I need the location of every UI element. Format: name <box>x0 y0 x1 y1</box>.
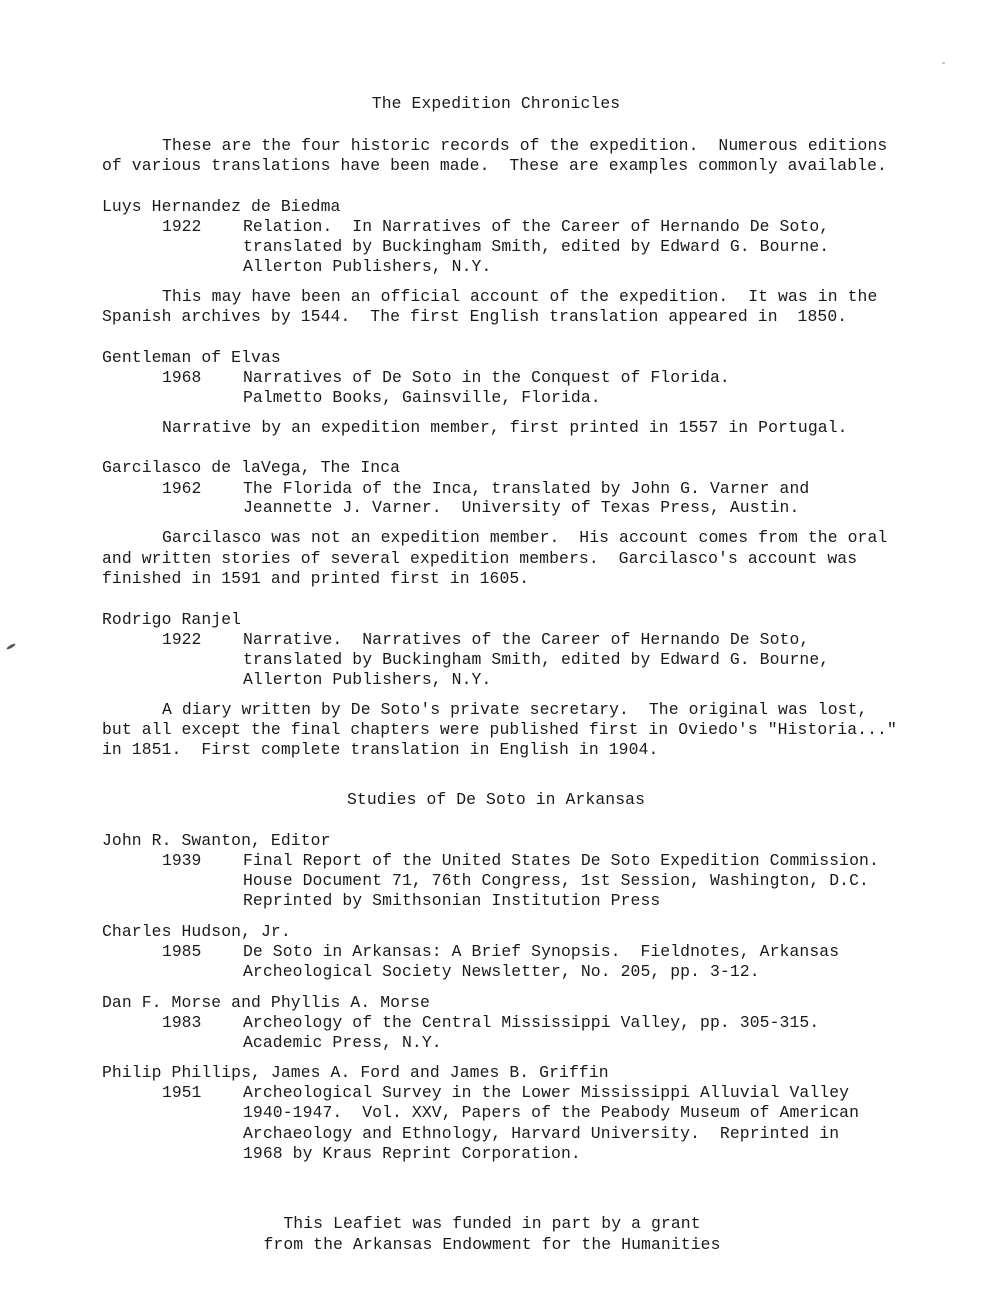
study-citation: Academic Press, N.Y. <box>243 1033 442 1052</box>
chronicle-citation: Relation. In Narratives of the Career of Hernando De Soto, <box>243 217 830 236</box>
studies-heading: Studies of De Soto in Arkansas <box>346 790 646 809</box>
chronicle-author: Luys Hernandez de Biedma <box>102 197 341 216</box>
study-author: Charles Hudson, Jr. <box>102 922 291 941</box>
study-citation: Final Report of the United States De Soto Expedition Commission. <box>243 851 879 870</box>
chronicle-citation: Palmetto Books, Gainsville, Florida. <box>243 388 601 407</box>
chronicle-year: 1968 <box>162 368 202 387</box>
intro-line-1: These are the four historic records of the expedition. Numerous editions <box>162 136 888 155</box>
chronicle-author: Garcilasco de laVega, The Inca <box>102 458 401 477</box>
chronicle-note: Garcilasco was not an expedition member. His account comes from the oral <box>162 528 888 547</box>
scan-speck <box>942 62 945 64</box>
chronicle-citation: Narrative. Narratives of the Career of Hernando De Soto, <box>243 630 810 649</box>
chronicle-note: This may have been an official account of the expedition. It was in the <box>162 287 878 306</box>
chronicle-note: but all except the final chapters were published first in Oviedo's "Historia..." <box>102 720 897 739</box>
chronicle-note: in 1851. First complete translation in English in 1904. <box>102 740 659 759</box>
study-citation: De Soto in Arkansas: A Brief Synopsis. Fieldnotes, Arkansas <box>243 942 840 961</box>
chronicle-citation: The Florida of the Inca, translated by John G. Varner and <box>243 479 810 498</box>
study-year: 1951 <box>162 1083 202 1102</box>
chronicle-year: 1922 <box>162 630 202 649</box>
study-author: Dan F. Morse and Phyllis A. Morse <box>102 993 430 1012</box>
chronicle-citation: translated by Buckingham Smith, edited by Edward G. Bourne, <box>243 650 830 669</box>
chronicle-note: Narrative by an expedition member, first printed in 1557 in Portugal. <box>162 418 848 437</box>
chronicle-author: Gentleman of Elvas <box>102 348 281 367</box>
study-citation: Archeological Society Newsletter, No. 205, pp. 3-12. <box>243 962 760 981</box>
chronicle-year: 1922 <box>162 217 202 236</box>
chronicle-note: A diary written by De Soto's private secretary. The original was lost, <box>162 700 868 719</box>
chronicle-year: 1962 <box>162 479 202 498</box>
study-year: 1985 <box>162 942 202 961</box>
study-citation: Archeological Survey in the Lower Mississippi Alluvial Valley <box>243 1083 850 1102</box>
study-author: John R. Swanton, Editor <box>102 831 331 850</box>
study-citation: House Document 71, 76th Congress, 1st Session, Washington, D.C. <box>243 871 869 890</box>
study-citation: 1968 by Kraus Reprint Corporation. <box>243 1144 581 1163</box>
chronicle-citation: Allerton Publishers, N.Y. <box>243 257 492 276</box>
study-author: Philip Phillips, James A. Ford and James B. Griffin <box>102 1063 609 1082</box>
intro-line-2: of various translations have been made. These are examples commonly available. <box>102 156 887 175</box>
page-title: The Expedition Chronicles <box>371 94 621 113</box>
chronicle-note: and written stories of several expedition members. Garcilasco's account was <box>102 549 858 568</box>
study-citation: 1940-1947. Vol. XXV, Papers of the Peabody Museum of American <box>243 1103 860 1122</box>
scan-speck <box>6 643 16 651</box>
chronicle-citation: translated by Buckingham Smith, edited by Edward G. Bourne. <box>243 237 830 256</box>
chronicle-author: Rodrigo Ranjel <box>102 610 242 629</box>
chronicle-citation: Narratives of De Soto in the Conquest of Florida. <box>243 368 730 387</box>
study-citation: Archeology of the Central Mississippi Valley, pp. 305-315. <box>243 1013 820 1032</box>
study-year: 1983 <box>162 1013 202 1032</box>
chronicle-citation: Allerton Publishers, N.Y. <box>243 670 492 689</box>
chronicle-note: finished in 1591 and printed first in 1605. <box>102 569 530 588</box>
footer-line-1: This Leafiet was funded in part by a grant <box>283 1214 701 1233</box>
chronicle-citation: Jeannette J. Varner. University of Texas Press, Austin. <box>243 498 800 517</box>
study-citation: Reprinted by Smithsonian Institution Press <box>243 891 661 910</box>
study-year: 1939 <box>162 851 202 870</box>
footer-line-2: from the Arkansas Endowment for the Humanities <box>263 1235 721 1254</box>
study-citation: Archaeology and Ethnology, Harvard University. Reprinted in <box>243 1124 840 1143</box>
chronicle-note: Spanish archives by 1544. The first English translation appeared in 1850. <box>102 307 848 326</box>
